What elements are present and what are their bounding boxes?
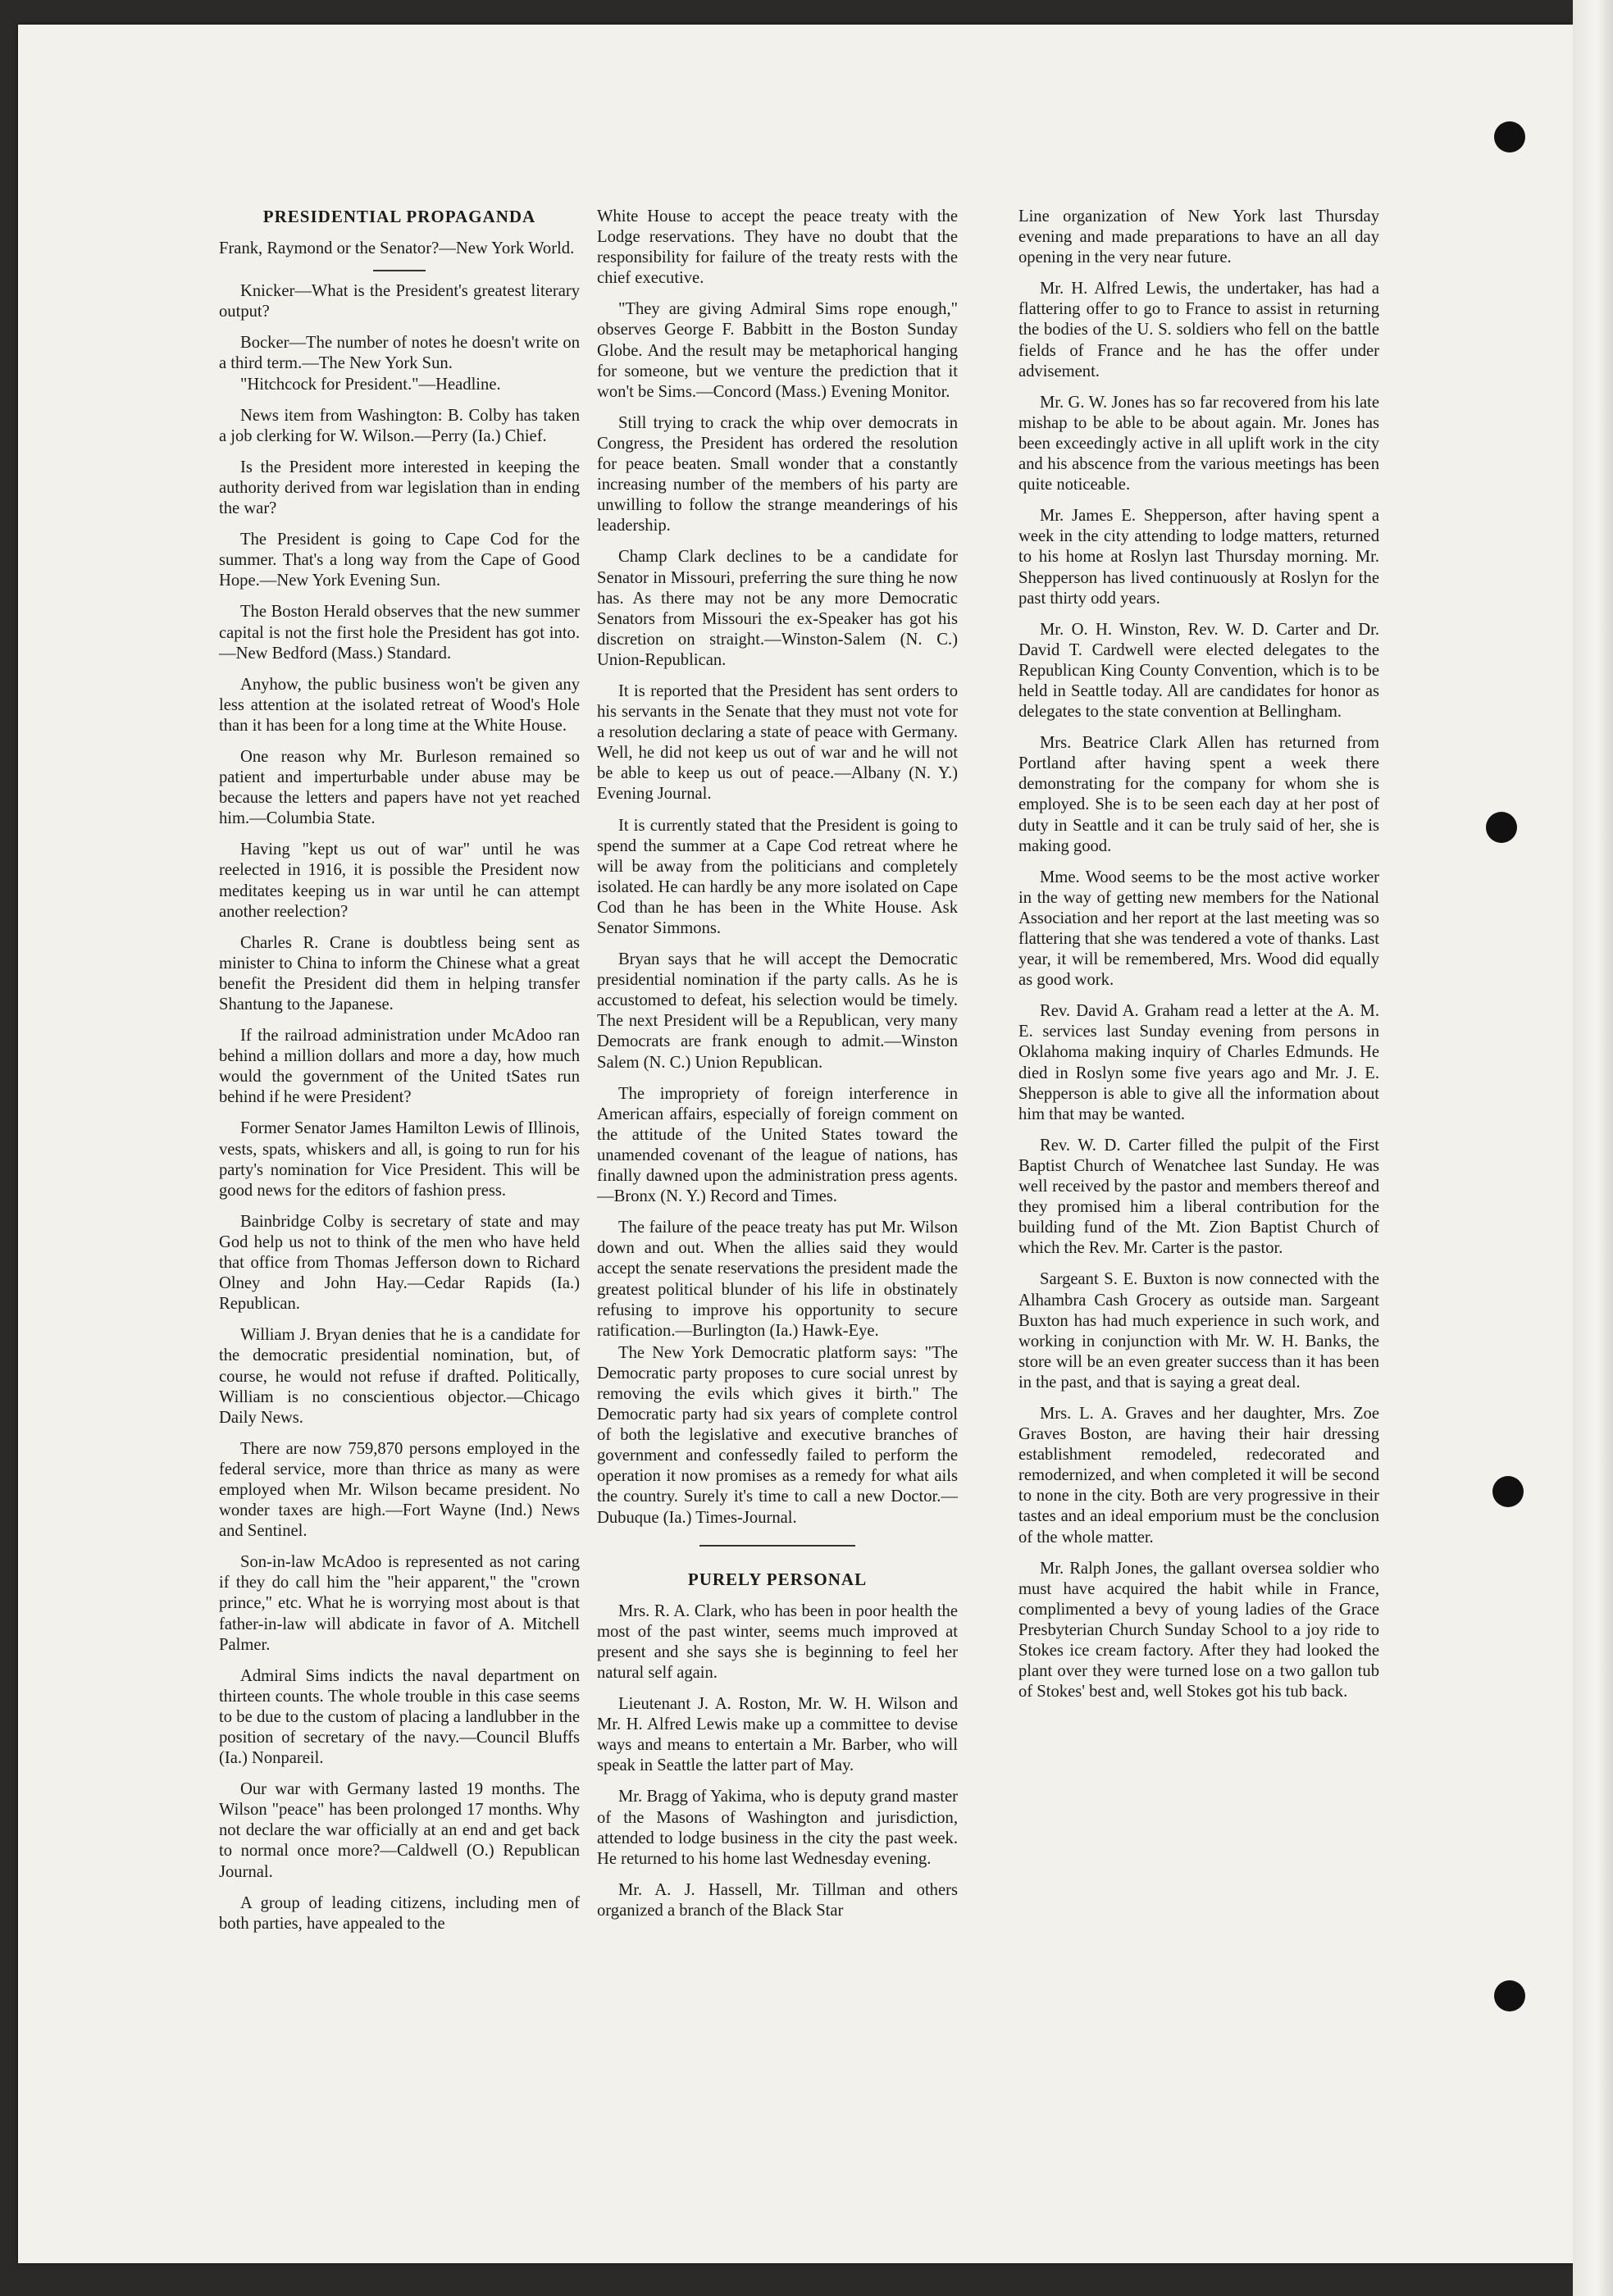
paragraph: Mr. A. J. Hassell, Mr. Tillman and others organized a branch of the Black Star [597,1880,958,1920]
newspaper-page [18,25,1578,2263]
paragraph: Bocker—The number of notes he doesn't write on a third term.—The New York Sun. [219,334,580,373]
paragraph: Mme. Wood seems to be the most active worker in the way of getting new members for the National Association and her report at the last meeting was so flattering that she was tendered a vote of thanks. Last year, it will be remembered, Mrs. Wood did equally as good work. [1018,868,1379,990]
punch-hole [1494,121,1525,153]
paragraph: Is the President more interested in keeping the authority derived from war legislation than in ending the war? [219,458,580,518]
paragraph: "Hitchcock for President."—Headline. [240,375,501,394]
paragraph: Son-in-law McAdoo is represented as not caring if they do call him the "heir apparent," the "crown prince," etc. What he is worrying most about is that father-in-law will abdicate in favor of A. Mitchell Palmer. [219,1553,580,1654]
section-heading-presidential-propaganda: PRESIDENTIAL PROPAGANDA [262,207,536,226]
paragraph: Our war with Germany lasted 19 months. The Wilson "peace" has been prolonged 17 months. Why not declare the war officially at an end and get back to normal once more?—Caldwell (O.) Republican Journal. [219,1780,580,1881]
paragraph: Bainbridge Colby is secretary of state and may God help us not to think of the men who have held that office from Thomas Jefferson down to Richard Olney and John Hay.—Cedar Rapids (Ia.) Republican. [219,1212,580,1314]
paragraph: "They are giving Admiral Sims rope enough," observes George F. Babbitt in the Boston Sunday Globe. And the result may be metaphorical hanging for someone, but we venture the prediction that it won't be Sims.—Concord (Mass.) Evening Monitor. [597,300,958,401]
paragraph: Having "kept us out of war" until he was reelected in 1916, it is possible the President now meditates keeping us in war until he can attempt another reelection? [219,840,580,921]
paragraph: The Boston Herald observes that the new summer capital is not the first hole the President has got into.—New Bedford (Mass.) Standard. [219,603,580,663]
paragraph: Admiral Sims indicts the naval department on thirteen counts. The whole trouble in this case seems to be due to the custom of placing a landlubber in the position of secretary of the navy.—Council Bluffs (Ia.) Nonpareil. [219,1666,580,1768]
paragraph: Rev. W. D. Carter filled the pulpit of the First Baptist Church of Wenatchee last Sunday. He was well received by the pastor and members thereof and they promised him a liberal contribution for the building fund of the Mt. Zion Baptist Church of which the Rev. Mr. Carter is the pastor. [1018,1136,1379,1258]
paragraph: Mr. Ralph Jones, the gallant oversea soldier who must have acquired the habit while in France, complimented a bevy of young ladies of the Grace Presbyterian Church Sunday School to a joy ride to Stokes ice cream factory. After they had looked the plant over they were turned lose on a two gallon tub of Stokes' best and, well Stokes got his tub back. [1018,1559,1379,1702]
paragraph: It is currently stated that the President is going to spend the summer at a Cape Cod retreat where he will be away from the politicians and completely isolated. He can hardly be any more isolated on Cape Cod than he has been in the White House. Ask Senator Simmons. [597,816,958,937]
paragraph: Bryan says that he will accept the Democratic presidential nomination if the party calls. As he is accustomed to defeat, his selection would be timely. The next President will be a Republican, very many Democrats are frank enough to admit.—Winston Salem (N. C.) Union Republican. [597,950,958,1072]
paragraph: The President is going to Cape Cod for the summer. That's a long way from the Cape of Good Hope.—New York Evening Sun. [219,531,580,590]
paragraph: Frank, Raymond or the Senator?—New York World. [219,239,575,258]
paragraph: Line organization of New York last Thursday evening and made preparations to have an all day opening in the very near future. [1018,207,1379,267]
paragraph: Mr. H. Alfred Lewis, the undertaker, has had a flattering offer to go to France to assist in returning the bodies of the U. S. soldiers who fell on the battle fields of France and he has the offer under advisement. [1018,280,1379,380]
paragraph: A group of leading citizens, including men of both parties, have appealed to the [219,1893,580,1933]
paragraph: Former Senator James Hamilton Lewis of Illinois, vests, spats, whiskers and all, is going to run for his party's nomination for Vice President. This will be good news for the editors of fashion press. [219,1119,580,1200]
paragraph: Mrs. R. A. Clark, who has been in poor health the most of the past winter, seems much improved at present and she says she is beginning to feel her natural self again. [597,1601,958,1682]
punch-hole [1494,1980,1525,2011]
paragraph: The New York Democratic platform says: "The Democratic party proposes to cure social unrest by removing the evils which gives it birth." The Democratic party had six years of complete control of both the legislative and executive branches of government and confessedly failed to perform the operation it now promises as a remedy for what ails the country. Surely it's time to call a new Doctor.—Dubuque (Ia.) Times-Journal. [597,1343,958,1527]
column-middle [597,207,958,1932]
paragraph: Mrs. Beatrice Clark Allen has returned from Portland after having spent a week there demonstrating for the company for whom she is employed. She is to be seen each day at her post of duty in Seattle and it can be truly said of her, she is making good. [1018,734,1379,855]
page-edge [1573,0,1613,2296]
paragraph: News item from Washington: B. Colby has taken a job clerking for W. Wilson.—Perry (Ia.) Chief. [219,406,580,445]
paragraph: Mr. Bragg of Yakima, who is deputy grand master of the Masons of Washington and jurisdiction, attended to lodge business in the city the past week. He returned to his home last Wednesday evening. [597,1788,958,1868]
paragraph: Lieutenant J. A. Roston, Mr. W. H. Wilson and Mr. H. Alfred Lewis make up a committee to devise ways and means to entertain a Mr. Barber, who will speak in Seattle the latter part of May. [597,1695,958,1775]
paragraph: William J. Bryan denies that he is a candidate for the democratic presidential nomination, but, of course, he would not refuse if drafted. Politically, William is no conscientious objector.—Chicago Daily News. [219,1326,580,1427]
paragraph: If the railroad administration under McAdoo ran behind a million dollars and more a day, how much would the government of the United tSates run behind if he were President? [219,1027,580,1107]
paragraph: Sargeant S. E. Buxton is now connected with the Alhambra Cash Grocery as outside man. Sargeant Buxton has had much experience in such work, and working in conjunction with Mr. W. H. Banks, the store will be an even greater success than it has been in the past, and that is saying a great deal. [1018,1270,1379,1392]
paragraph: It is reported that the President has sent orders to his servants in the Senate that they must not vote for a resolution declaring a state of peace with Germany. Well, he did not keep us out of war and he will not be able to keep us out of peace.—Albany (N. Y.) Evening Journal. [597,681,958,804]
paragraph: Mr. G. W. Jones has so far recovered from his late mishap to be able to be about again. Mr. Jones has been exceedingly active in all uplift work in the city and his abscence from the various meetings has been quite noticeable. [1018,393,1379,494]
column-personal-notes [1018,207,1379,1713]
paragraph: Knicker—What is the President's greatest literary output? [219,282,580,321]
paragraph: Charles R. Crane is doubtless being sent as minister to China to inform the Chinese what a great benefit the President did them in helping transfer Shantung to the Japanese. [219,933,580,1014]
paragraph: Anyhow, the public business won't be given any less attention at the isolated retreat of Wood's Hole than it has been for a long time at the White House. [219,675,580,735]
punch-hole [1486,812,1517,843]
paragraph: The failure of the peace treaty has put Mr. Wilson down and out. When the allies said they would accept the senate reservations the president made the greatest political blunder of his life in obstinately refusing to improve his opportunity to secure ratification.—Burlington (Ia.) Hawk-Eye. [597,1219,958,1340]
paragraph: One reason why Mr. Burleson remained so patient and imperturbable under abuse may be because the letters and papers have not yet reached him.—Columbia State. [219,747,580,828]
divider [699,1545,855,1547]
paragraph: Still trying to crack the whip over democrats in Congress, the President has ordered the resolution for peace beaten. Small wonder that a constantly increasing number of the members of his party are unwilling to follow the strange meanderings of his leadership. [597,413,958,535]
paragraph: Champ Clark declines to be a candidate for Senator in Missouri, preferring the sure thing he now has. As there may not be any more Democratic Senators from Missouri the ex-Speaker has got his discretion on straight.—Winston-Salem (N. C.) Union-Republican. [597,548,958,669]
paragraph: Mr. O. H. Winston, Rev. W. D. Carter and Dr. David T. Cardwell were elected delegates to the Republican King County Convention, which is to be held in Seattle today. All are candidates for honor as delegates to the state convention at Bellingham. [1018,620,1379,722]
section-heading-purely-personal: PURELY PERSONAL [687,1569,868,1589]
paragraph: Mr. James E. Shepperson, after having spent a week in the city attending to lodge matters, returned to his home at Roslyn last Thursday morning. Mr. Shepperson has lived continuously at Roslyn for the past thirty odd years. [1018,507,1379,608]
paragraph: White House to accept the peace treaty with the Lodge reservations. They have no doubt that the responsibility for failure of the treaty rests with the chief executive. [597,207,958,288]
paragraph: Mrs. L. A. Graves and her daughter, Mrs. Zoe Graves Boston, are having their hair dressing establishment remodeled, redecorated and remodernized, and when completed it will be second to none in the city. Both are very progressive in their tastes and an ideal emporium must be the conclusion of the whole matter. [1018,1404,1379,1547]
paragraph: There are now 759,870 persons employed in the federal service, more than thrice as many as were employed when Mr. Wilson became president. No wonder taxes are high.—Fort Wayne (Ind.) News and Sentinel. [219,1439,580,1541]
paragraph: Rev. David A. Graham read a letter at the A. M. E. services last Sunday evening from persons in Oklahoma making inquiry of Charles Edmunds. He died in Roslyn some five years ago and Mr. J. E. Shepperson is able to give all the information about him that may be wanted. [1018,1002,1379,1123]
column-presidential-propaganda [219,207,580,1945]
divider [373,270,426,271]
punch-hole [1492,1476,1524,1507]
paragraph: The impropriety of foreign interference in American affairs, especially of foreign comment on the attitude of the United States toward the unamended covenant of the league of nations, has finally dawned upon the administration press agents.—Bronx (N. Y.) Record and Times. [597,1084,958,1206]
